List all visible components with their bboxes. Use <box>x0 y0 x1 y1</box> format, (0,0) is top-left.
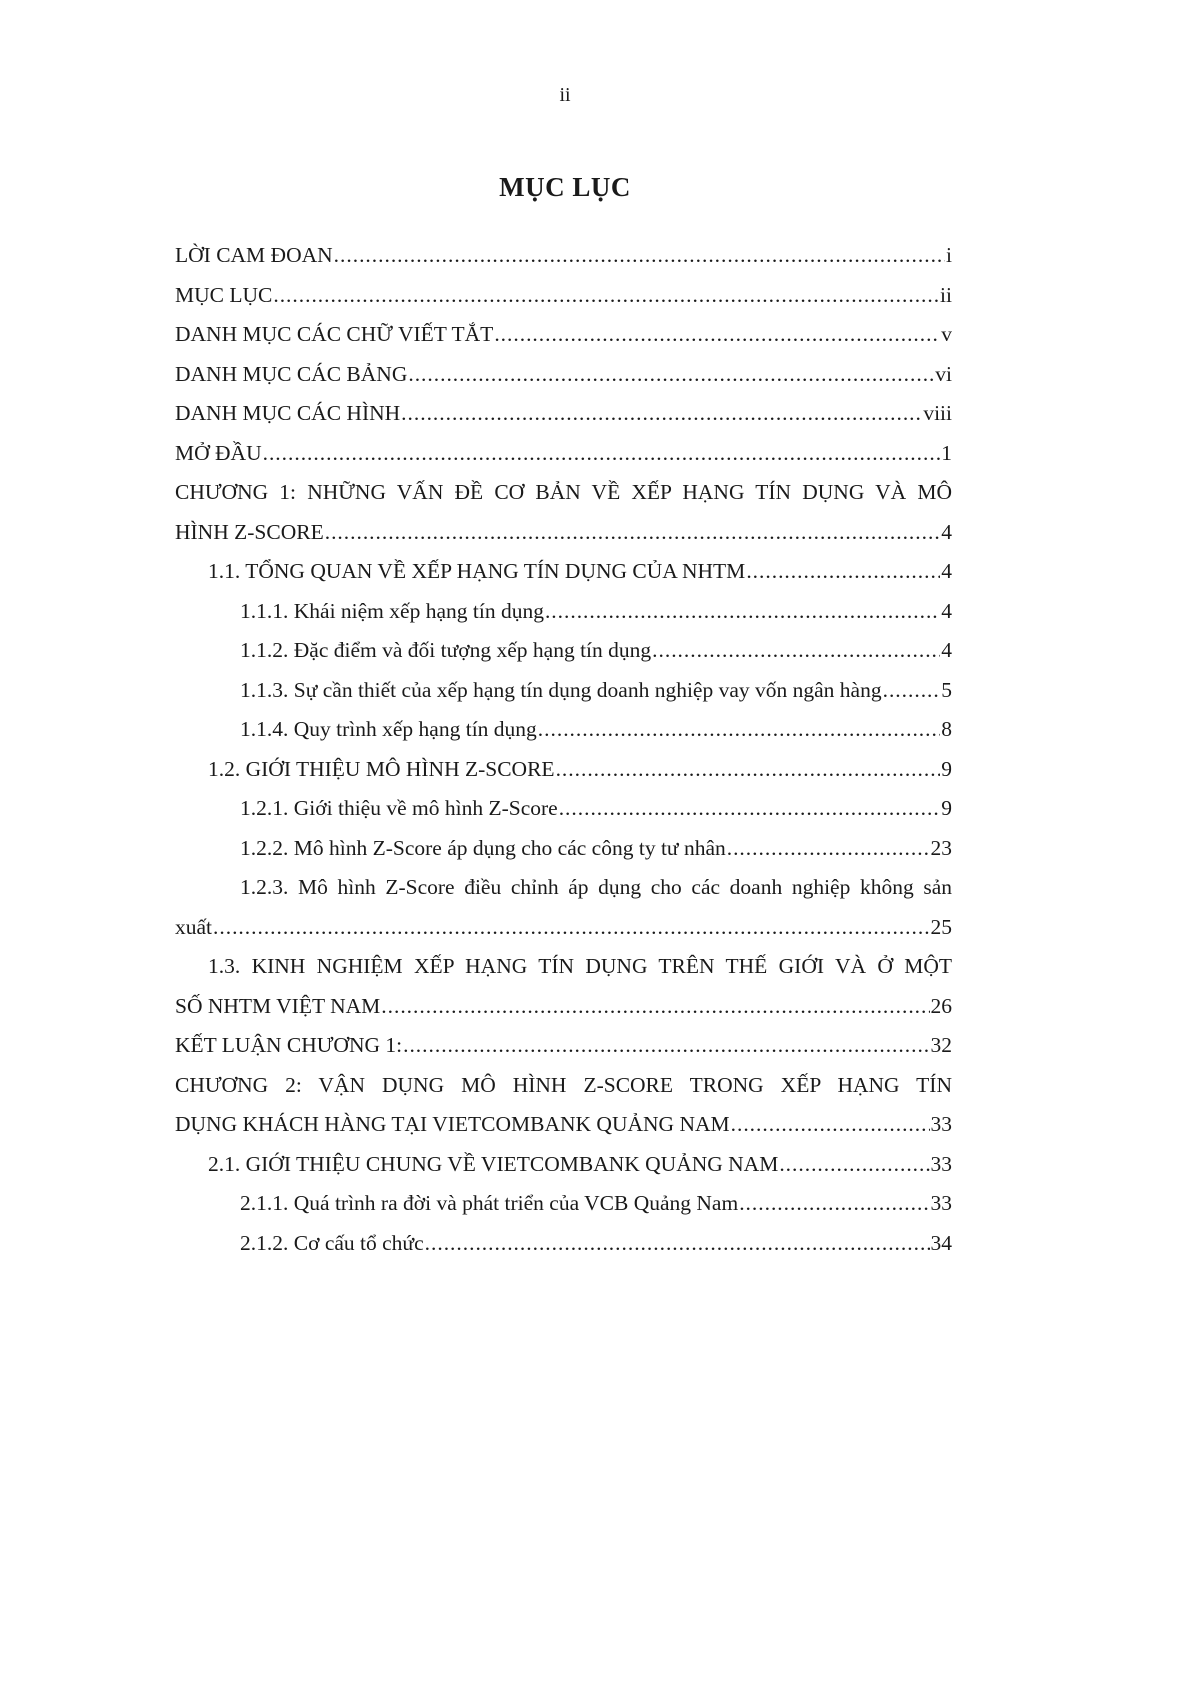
dot-leader <box>325 513 941 553</box>
dot-leader <box>213 908 929 948</box>
toc-entry-label: DANH MỤC CÁC HÌNH <box>175 401 401 425</box>
toc-entry-1-1-4[interactable] <box>175 710 952 750</box>
toc-entry-muc-luc[interactable] <box>175 276 952 316</box>
toc-entry-1-3-line1[interactable]: 1.3. KINH NGHIỆM XẾP HẠNG TÍN DỤNG TRÊN THẾ GIỚI VÀ Ở MỘT <box>208 954 952 978</box>
toc-entry-ket-luan-chuong-1[interactable] <box>175 1026 952 1066</box>
toc-entry-label: MỤC LỤC <box>175 282 273 307</box>
toc-entry-label: SỐ NHTM VIỆT NAM <box>175 993 381 1018</box>
dot-leader <box>494 315 940 355</box>
toc-entry-page: i <box>946 243 952 267</box>
dot-leader <box>425 1224 930 1264</box>
toc-entry-label: 1.1.2. Đặc điểm và đối tượng xếp hạng tín dụng <box>240 638 652 662</box>
toc-entry-page: 32 <box>930 1033 952 1057</box>
toc-entry-label: 1.1. TỔNG QUAN VỀ XẾP HẠNG TÍN DỤNG CỦA NHTM <box>208 559 746 583</box>
toc-entry-mo-dau[interactable] <box>175 434 952 474</box>
toc-entry-2-1[interactable] <box>175 1145 952 1185</box>
toc-entry-page: v <box>941 322 952 346</box>
toc-entry-page: vi <box>935 361 952 386</box>
toc-entry-loi-cam-doan[interactable] <box>175 236 952 276</box>
toc-entry-1-1-1[interactable] <box>175 592 952 632</box>
toc-entry-2-1-1[interactable] <box>175 1184 952 1224</box>
toc-entry-danh-muc-chu-viet-tat[interactable] <box>175 315 952 355</box>
dot-leader <box>731 1105 930 1145</box>
toc-entry-1-2-2[interactable] <box>175 829 952 869</box>
toc-entry-chuong-1-line1[interactable]: CHƯƠNG 1: NHỮNG VẤN ĐỀ CƠ BẢN VỀ XẾP HẠNG TÍN DỤNG VÀ MÔ <box>175 480 952 504</box>
toc-entry-label: 1.1.1. Khái niệm xếp hạng tín dụng <box>240 598 544 623</box>
toc-entry-label: 2.1.1. Quá trình ra đời và phát triển của VCB Quảng Nam <box>240 1191 739 1215</box>
toc-entry-page: 33 <box>930 1112 952 1136</box>
dot-leader <box>538 710 940 750</box>
toc-entry-1-2-3-line1[interactable]: 1.2.3. Mô hình Z-Score điều chỉnh áp dụng cho các doanh nghiệp không sản <box>240 875 952 899</box>
table-of-contents <box>175 236 952 1263</box>
toc-entry-page: 4 <box>941 598 952 623</box>
toc-entry-1-3[interactable] <box>175 987 952 1027</box>
toc-entry-page: 4 <box>941 638 952 662</box>
toc-entry-1-1-3[interactable] <box>175 671 952 711</box>
toc-entry-label: 1.2. GIỚI THIỆU MÔ HÌNH Z-SCORE <box>208 756 555 781</box>
dot-leader <box>401 394 922 434</box>
toc-entry-label: 1.1.3. Sự cần thiết của xếp hạng tín dụng doanh nghiệp vay vốn ngân hàng <box>240 677 882 702</box>
toc-entry-page: 26 <box>930 993 952 1018</box>
toc-entry-label: 2.1. GIỚI THIỆU CHUNG VỀ VIETCOMBANK QUẢNG NAM <box>208 1151 779 1176</box>
toc-entry-1-1-2[interactable] <box>175 631 952 671</box>
toc-entry-page: 23 <box>930 835 952 860</box>
dot-leader <box>381 987 929 1027</box>
toc-entry-label: DANH MỤC CÁC CHỮ VIẾT TẮT <box>175 322 494 346</box>
toc-entry-page: 25 <box>930 914 952 939</box>
toc-entry-label: DANH MỤC CÁC BẢNG <box>175 361 408 386</box>
toc-entry-2-1-2[interactable] <box>175 1224 952 1264</box>
toc-entry-page: 5 <box>941 677 952 702</box>
dot-leader <box>273 276 939 316</box>
page-title: MỤC LỤC <box>499 172 631 202</box>
toc-entry-label: HÌNH Z-SCORE <box>175 519 324 544</box>
dot-leader <box>779 1145 929 1185</box>
toc-entry-chuong-2-line1[interactable]: CHƯƠNG 2: VẬN DỤNG MÔ HÌNH Z-SCORE TRONG XẾP HẠNG TÍN <box>175 1072 952 1097</box>
toc-entry-page: 4 <box>941 559 952 583</box>
toc-entry-1-1[interactable] <box>175 552 952 592</box>
dot-leader <box>403 1026 929 1066</box>
dot-leader <box>334 236 945 276</box>
dot-leader <box>408 355 934 395</box>
page-number: ii <box>559 84 571 106</box>
toc-entry-page: 4 <box>941 519 952 544</box>
toc-entry-page: 1 <box>941 440 952 465</box>
toc-entry-danh-muc-bang[interactable] <box>175 355 952 395</box>
toc-entry-label: 1.2.1. Giới thiệu về mô hình Z-Score <box>240 796 558 820</box>
toc-entry-chuong-1[interactable] <box>175 513 952 553</box>
toc-entry-page: 9 <box>941 796 952 820</box>
toc-entry-page: 34 <box>930 1230 952 1255</box>
dot-leader <box>746 552 940 592</box>
dot-leader <box>652 631 940 671</box>
toc-entry-label: KẾT LUẬN CHƯƠNG 1: <box>175 1033 403 1057</box>
toc-entry-label: DỤNG KHÁCH HÀNG TẠI VIETCOMBANK QUẢNG NAM <box>175 1112 730 1136</box>
toc-entry-danh-muc-hinh[interactable] <box>175 394 952 434</box>
toc-entry-page: ii <box>940 282 952 307</box>
toc-entry-label: MỞ ĐẦU <box>175 440 262 465</box>
dot-leader <box>545 592 940 632</box>
toc-entry-page: 8 <box>941 717 952 741</box>
toc-entry-page: 33 <box>930 1151 952 1176</box>
dot-leader <box>883 671 941 711</box>
toc-entry-label: LỜI CAM ĐOAN <box>175 243 333 267</box>
dot-leader <box>559 789 941 829</box>
toc-entry-1-2-1[interactable] <box>175 789 952 829</box>
toc-entry-label: xuất <box>175 914 213 939</box>
toc-entry-1-2[interactable] <box>175 750 952 790</box>
toc-entry-label: 1.2.2. Mô hình Z-Score áp dụng cho các công ty tư nhân <box>240 835 726 860</box>
toc-entry-page: 9 <box>941 756 952 781</box>
dot-leader <box>739 1184 929 1224</box>
toc-entry-label: 1.1.4. Quy trình xếp hạng tín dụng <box>240 717 537 741</box>
toc-entry-chuong-2[interactable] <box>175 1105 952 1145</box>
dot-leader <box>556 750 941 790</box>
dot-leader <box>263 434 941 474</box>
toc-entry-page: 33 <box>930 1191 952 1215</box>
toc-entry-page: viii <box>923 401 952 425</box>
toc-entry-label: 2.1.2. Cơ cấu tổ chức <box>240 1230 424 1255</box>
dot-leader <box>727 829 930 869</box>
toc-entry-1-2-3[interactable] <box>175 908 952 948</box>
